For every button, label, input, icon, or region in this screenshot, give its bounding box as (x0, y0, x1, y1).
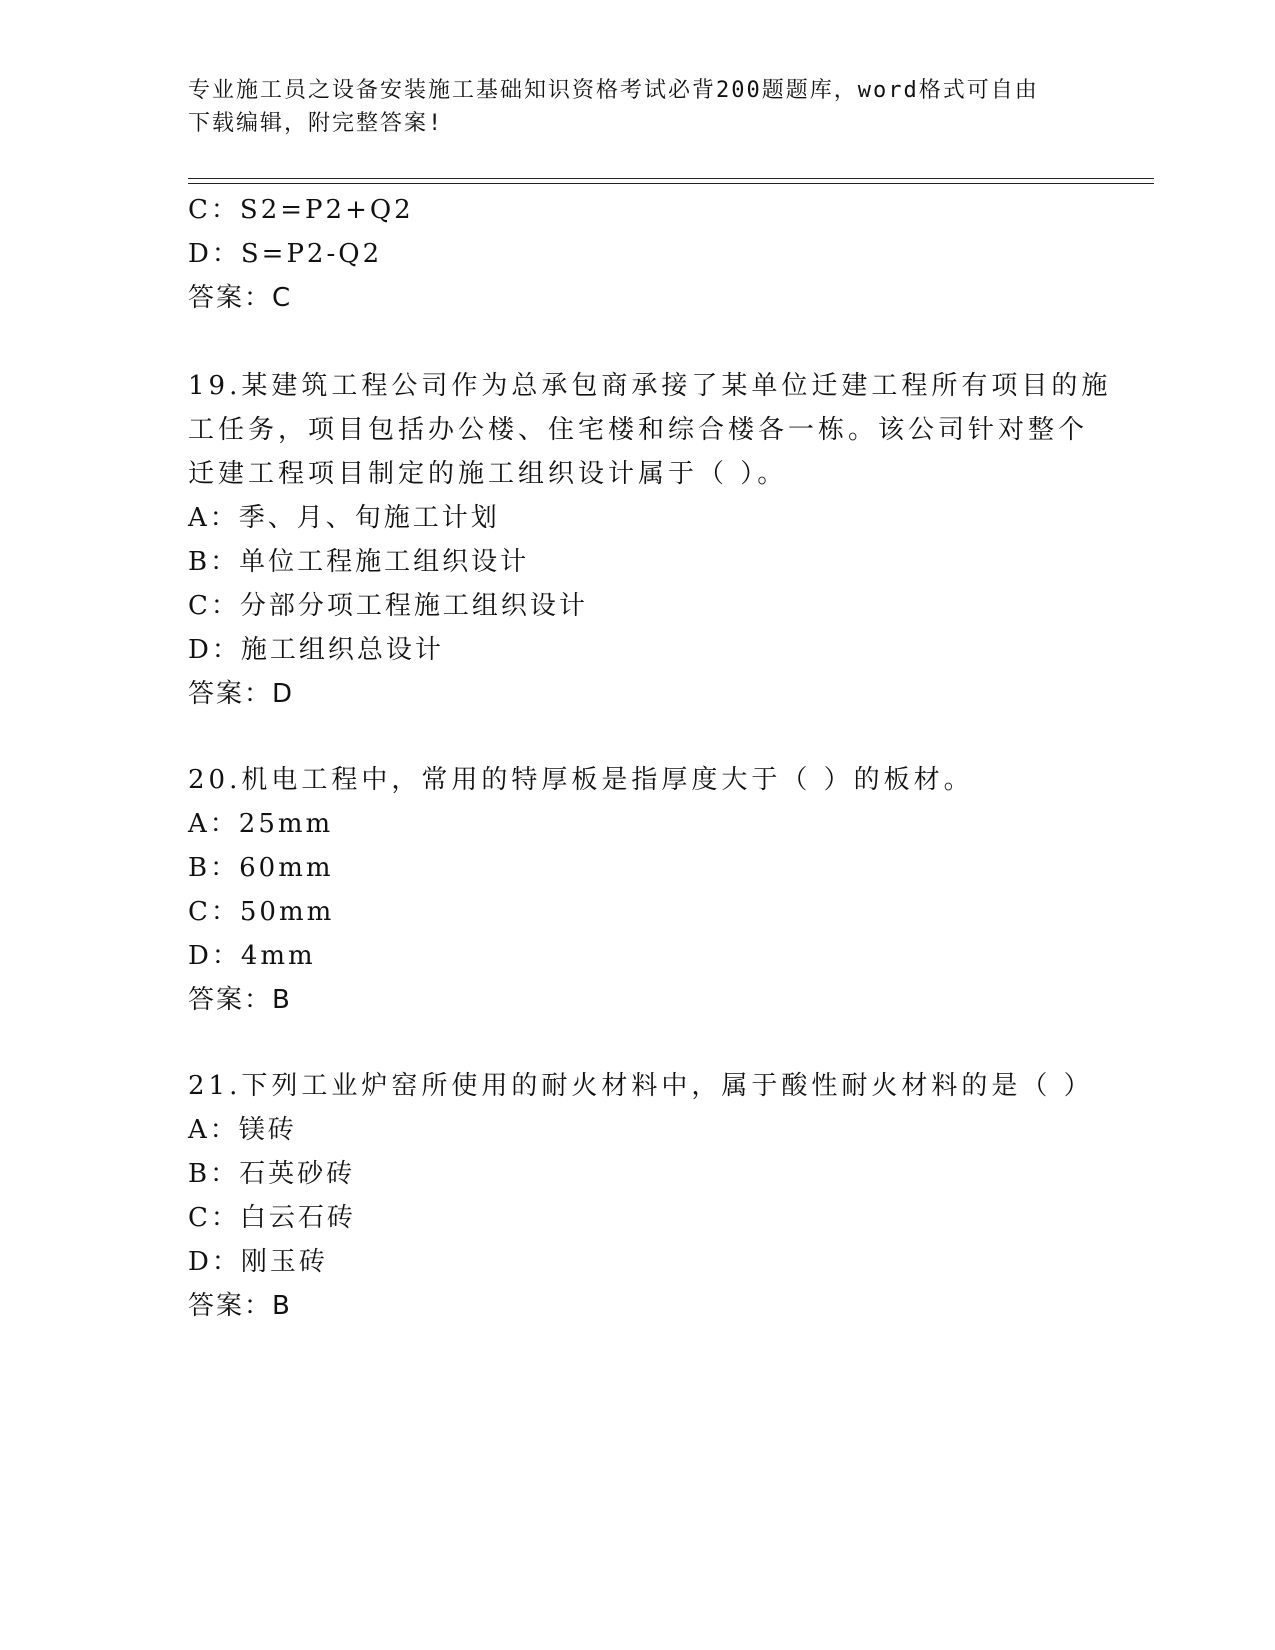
answer-line: 答案：C (188, 283, 293, 313)
header-line-2: 下载编辑，附完整答案! (188, 111, 444, 136)
question-20-option-a: A：25mm (188, 809, 334, 839)
question-19-option-c: C：分部分项工程施工组织设计 (188, 591, 588, 621)
document-header (188, 74, 1088, 140)
question-19-answer: 答案：D (188, 679, 295, 709)
question-19-line-3: 迁建工程项目制定的施工组织设计属于（ ）。 (188, 459, 788, 489)
question-21-option-c: C：白云石砖 (188, 1203, 356, 1233)
question-19-option-d: D：施工组织总设计 (188, 635, 444, 665)
header-divider-bottom (188, 183, 1154, 184)
question-20-answer: 答案：B (188, 985, 292, 1015)
question-20-line-1: 20.机电工程中，常用的特厚板是指厚度大于（ ）的板材。 (188, 765, 974, 795)
option-d: D：S=P2-Q2 (188, 239, 383, 269)
question-20-option-d: D：4mm (188, 941, 316, 971)
header-divider-top (188, 178, 1154, 179)
question-20-option-c: C：50mm (188, 897, 335, 927)
question-21-option-d: D：刚玉砖 (188, 1247, 328, 1277)
option-c: C：S2=P2+Q2 (188, 195, 414, 225)
question-19-option-a: A：季、月、旬施工计划 (188, 503, 500, 533)
header-line-1: 专业施工员之设备安装施工基础知识资格考试必背200题题库，word格式可自由 (188, 78, 1039, 103)
question-21-answer: 答案：B (188, 1291, 292, 1321)
question-20-option-b: B：60mm (188, 853, 334, 883)
question-21-line-1: 21.下列工业炉窑所使用的耐火材料中，属于酸性耐火材料的是（ ） (188, 1071, 1094, 1101)
question-21-option-a: A：镁砖 (188, 1115, 297, 1145)
question-19-line-1: 19.某建筑工程公司作为总承包商承接了某单位迁建工程所有项目的施 (188, 371, 1112, 401)
question-19-line-2: 工任务，项目包括办公楼、住宅楼和综合楼各一栋。该公司针对整个 (188, 415, 1089, 445)
question-19-option-b: B：单位工程施工组织设计 (188, 547, 530, 577)
question-21-option-b: B：石英砂砖 (188, 1159, 356, 1189)
